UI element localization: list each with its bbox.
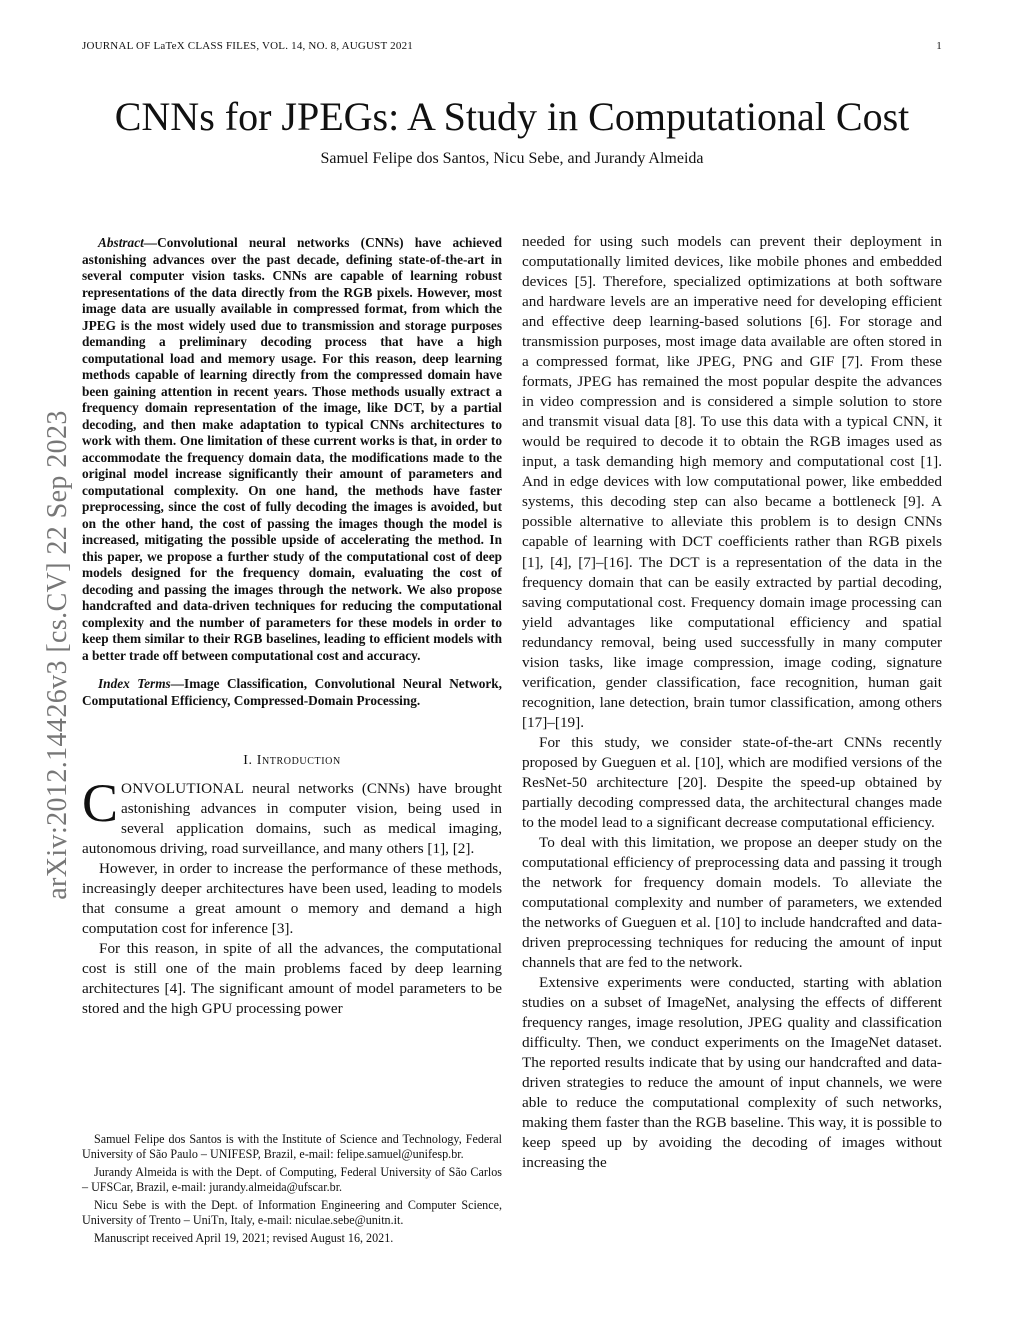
page-number: 1 [936,40,942,52]
journal-header: JOURNAL OF LaTeX CLASS FILES, VOL. 14, NO. 8, AUGUST 2021 [82,40,413,52]
footnote-almeida: Jurandy Almeida is with the Dept. of Computing, Federal University of São Carlos – UFSCar, Brazil, e-mail: jurandy.almeida@ufscar.br. [82,1165,502,1194]
abstract [82,235,502,664]
paper-title: CNNs for JPEGs: A Study in Computational Cost [114,94,910,139]
intro-right-paragraph-1: needed for using such models can prevent their deployment in computationally limited devices, like mobile phones and embedded devices [5]. Therefore, specialized optimizations at both software and hardware levels are an imperative need for developing efficient and effective deep learning-based solutions [6]. For storage and transmission purposes, most image data available are often stored in a compressed format, like JPEG, PNG and GIF [7]. From these formats, JPEG has remained the most popular despite the advances in video compression and is considered a simple solution to store and transmit visual data [8]. To use this data with a typical CNN, it would be required to decode it to obtain the RGB images used as input, a task demanding high memory and computational cost [1]. And in edge devices with low computational power, like embedded systems, this decoding step can also became a bottleneck [9]. A possible alternative to alleviate this problem is to design CNNs capable of learning with DCT coefficients rather than RGB pixels [1], [4], [7]–[16]. The DCT is a representation of the data in the frequency domain that can be easily extracted by partial decoding, saving computational cost. Frequency domain image processing can yield advantages like computational efficiency and spatial redundancy removal, being used successfully in many computer vision tasks, like image compression, image coding, signature verification, gender classification, face recognition, human gait recognition, lane detection, brain tumor classification, among others [17]–[19]. [522,233,942,731]
left-column [82,232,502,1019]
running-head [82,40,942,52]
intro-paragraph-1 [82,773,502,859]
intro-right-paragraph-4: Extensive experiments were conducted, starting with ablation studies on a subset of ImageNet, analysing the effects of different frequency ranges, image resolution, JPEG quality and classification difficulty. Then, we conduct experiments on the ImageNet dataset. The reported results indicate that by using our handcrafted and data-driven strategies to reduce the amount of input channels, we were able to reduce the computational complexity of such networks, making them faster than the RGB baseline. This way, it is possible to keep speed up by avoiding the decoding of images without increasing the [522,974,942,1172]
footnote-manuscript: Manuscript received April 19, 2021; revised August 16, 2021. [94,1231,394,1245]
abstract-text: Convolutional neural networks (CNNs) have achieved astonishing advances over the past decade, defining state-of-the-art in several computer vision tasks. CNNs are capable of learning robust representations of the data directly from the RGB pixels. However, most image data are usually available in compressed format, from which the JPEG is the most widely used due to transmission and storage purposes demanding a preliminary decoding process that have a high computational load and memory usage. For this reason, deep learning methods capable of learning directly from the compressed domain have been gaining attention in recent years. Those methods usually extract a frequency domain representation of the image, like DCT, by a partial decoding, and then make adaptation to typical CNNs architectures to work with them. One limitation of these current works is that, in order to accommodate the frequency domain data, the modifications made to the original model increase significantly their amount of parameters and computational complexity. On one hand, the methods have faster preprocessing, since the cost of fully decoding the images is avoided, but on the other hand, the cost of passing the images though the model is increased, mitigating the possible upside of accelerating the method. In this paper, we propose a further study of the computational cost of deep models designed for the frequency domain, evaluating the cost of decoding and passing the images through the network. We also propose handcrafted and data-driven techniques for reducing the computational complexity and the number of parameters for these models in order to keep them similar to their RGB baselines, leading to efficient models with a better trade off between computational cost and accuracy. [82,235,502,663]
index-terms-label: Index Terms— [98,676,185,691]
intro-right-paragraph-2: For this study, we consider state-of-the-art CNNs recently proposed by Gueguen et al. [10], which are modified versions of the ResNet-50 architecture [20]. Despite the speed-up obtained by partially decoding compressed data, the architectural changes made to the model lead to a significant decrease computational efficiency. [522,733,942,831]
intro-paragraph-3: For this reason, in spite of all the advances, the computational cost is still one of the main problems faced by deep learning architectures [4]. The significant amount of model parameters to be stored and the high GPU processing power [82,940,502,1017]
intro-paragraph-1-text: neural networks (CNNs) have brought astonishing advances in computer vision, being used in several application domains, such as medical imaging, autonomous driving, road surveillance, and many others [1], [2]. [82,780,502,857]
section-heading [82,753,502,769]
footnotes [82,1132,502,1249]
drop-cap: C [82,773,119,833]
footnote-santos: Samuel Felipe dos Santos is with the Institute of Science and Technology, Federal University of São Paulo – UNIFESP, Brazil, e-mail: felipe.samuel@unifesp.br. [82,1132,502,1161]
arxiv-stamp-text: arXiv:2012.14426v3 [cs.CV] 22 Sep 2023 [42,410,73,900]
arxiv-stamp [28,335,88,975]
right-column [522,232,942,1173]
abstract-label: Abstract— [98,235,158,250]
intro-right-paragraph-3: To deal with this limitation, we propose an deeper study on the computational efficiency of preprocessing data and passing it trough the network for frequency domain models. To alleviate the computational complexity and number of parameters, we extended the networks of Gueguen et al. [10] to include handcrafted and data-driven preprocessing techniques for reducing the amount of input channels that are fed to the network. [522,833,942,972]
section-number: I. [243,753,253,768]
footnote-sebe: Nicu Sebe is with the Dept. of Information Engineering and Computer Science, University of Trento – UniTn, Italy, e-mail: niculae.sebe@unitn.it. [82,1198,502,1227]
section-title: Introduction [256,753,341,768]
index-terms [82,676,502,709]
index-terms-text: Image Classification, Convolutional Neural Network, Computational Efficiency, Compressed-Domain Processing. [82,676,502,708]
intro-paragraph-2: However, in order to increase the performance of these methods, increasingly deeper architectures have been used, leading to models that consume a great amount o memory and demand a high computation cost for inference [3]. [82,860,502,937]
intro-first-word: ONVOLUTIONAL [121,780,245,797]
author-list: Samuel Felipe dos Santos, Nicu Sebe, and Jurandy Almeida [320,150,704,167]
